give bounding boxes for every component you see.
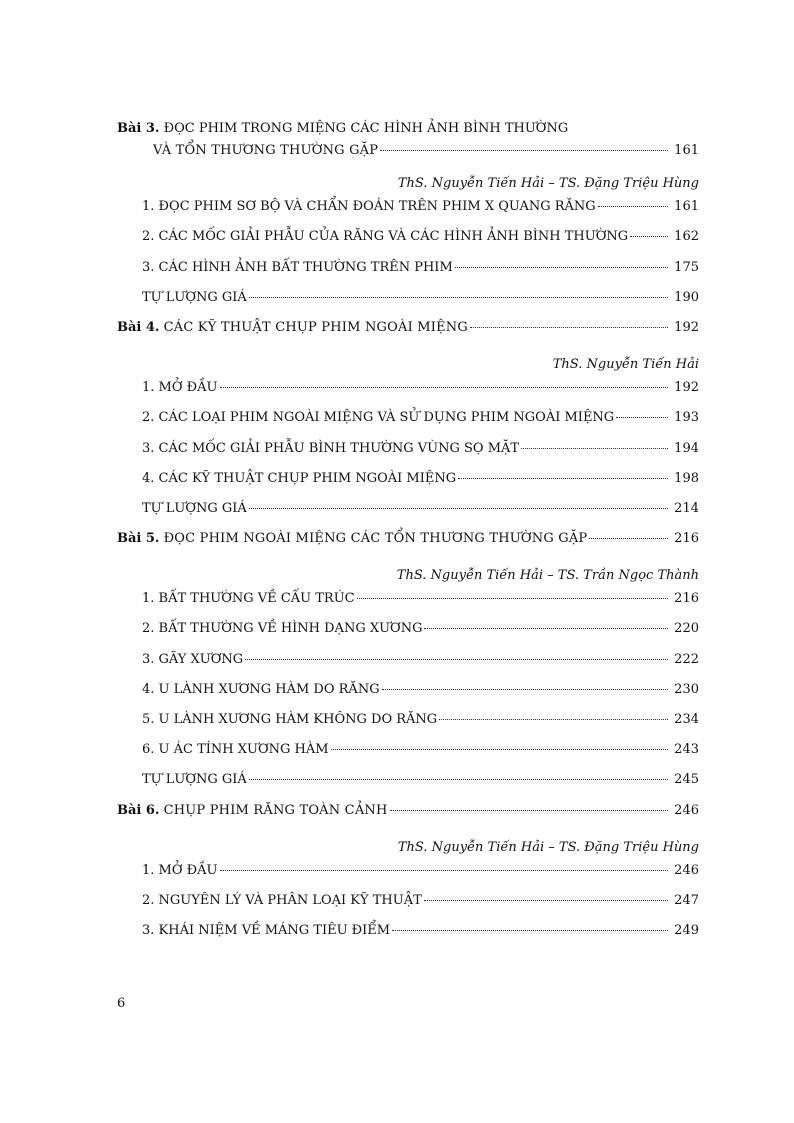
page-ref: 161 bbox=[674, 143, 699, 158]
item-title: CÁC MỐC GIẢI PHẪU BÌNH THƯỜNG VÙNG SỌ MẶT bbox=[158, 440, 520, 456]
dot-leader bbox=[331, 749, 669, 750]
dot-leader bbox=[424, 900, 668, 901]
item-title: ĐỌC PHIM SƠ BỘ VÀ CHẨN ĐOÁN TRÊN PHIM X QUANG RĂNG bbox=[158, 199, 596, 215]
item-title: TỰ LƯỢNG GIÁ bbox=[142, 500, 247, 516]
toc-entry[interactable] bbox=[117, 591, 699, 621]
page-ref: 162 bbox=[674, 229, 699, 245]
item-title: U LÀNH XƯƠNG HÀM DO RĂNG bbox=[158, 681, 380, 697]
dot-leader bbox=[470, 327, 668, 328]
item-number: 2. bbox=[142, 892, 155, 908]
page-ref: 194 bbox=[674, 440, 699, 456]
toc-entry[interactable] bbox=[117, 260, 699, 290]
toc-entry[interactable] bbox=[117, 471, 699, 501]
page-ref: 190 bbox=[674, 289, 699, 305]
dot-leader bbox=[249, 297, 668, 298]
item-number: 2. bbox=[142, 229, 155, 245]
lesson-title-continued: VÀ TỔN THƯƠNG THƯỜNG GẶP bbox=[153, 143, 379, 158]
lesson-authors: ThS. Nguyễn Tiến Hải – TS. Đặng Triệu Hùng bbox=[397, 839, 699, 855]
lesson-heading bbox=[117, 121, 699, 143]
item-number: 1. bbox=[142, 380, 155, 396]
toc-entry[interactable] bbox=[117, 923, 699, 953]
toc-entry[interactable] bbox=[117, 682, 699, 712]
dot-leader bbox=[598, 206, 669, 207]
page-ref: 198 bbox=[674, 470, 699, 486]
toc-entry-self-assessment[interactable] bbox=[117, 501, 699, 531]
item-number: 5. bbox=[142, 712, 155, 727]
toc-entry-lesson[interactable] bbox=[117, 320, 699, 350]
dot-leader bbox=[589, 538, 668, 539]
page-ref: 214 bbox=[674, 500, 699, 516]
item-number: 3. bbox=[142, 651, 155, 667]
item-number: 3. bbox=[142, 440, 155, 456]
page-ref: 193 bbox=[674, 410, 699, 426]
toc-entry[interactable] bbox=[117, 441, 699, 471]
item-title: U ÁC TÍNH XƯƠNG HÀM bbox=[158, 742, 329, 758]
page-ref: 247 bbox=[674, 892, 699, 908]
page-ref: 246 bbox=[674, 862, 699, 878]
page-ref: 175 bbox=[674, 259, 699, 275]
item-title: CÁC LOẠI PHIM NGOÀI MIỆNG VÀ SỬ DỤNG PHIM NGOÀI MIỆNG bbox=[158, 410, 615, 426]
dot-leader bbox=[220, 387, 669, 388]
toc-entry-lesson[interactable] bbox=[117, 803, 699, 833]
page-ref: 245 bbox=[674, 772, 699, 788]
dot-leader bbox=[458, 478, 668, 479]
toc-entry[interactable] bbox=[117, 742, 699, 772]
item-number: 4. bbox=[142, 681, 155, 697]
dot-leader bbox=[382, 689, 669, 690]
page-ref: 161 bbox=[674, 199, 699, 215]
item-title: NGUYÊN LÝ VÀ PHÂN LOẠI KỸ THUẬT bbox=[158, 892, 422, 908]
item-number: 1. bbox=[142, 862, 155, 878]
page-ref: 220 bbox=[674, 621, 699, 637]
item-number: 4. bbox=[142, 470, 155, 486]
item-number: 6. bbox=[142, 742, 155, 758]
page-ref: 222 bbox=[674, 651, 699, 667]
dot-leader bbox=[439, 719, 668, 720]
dot-leader bbox=[357, 598, 669, 599]
page-ref: 216 bbox=[674, 591, 699, 607]
toc-entry-self-assessment[interactable] bbox=[117, 290, 699, 320]
item-number: 2. bbox=[142, 621, 155, 637]
toc-entry[interactable] bbox=[117, 652, 699, 682]
item-title: U LÀNH XƯƠNG HÀM KHÔNG DO RĂNG bbox=[158, 712, 438, 727]
item-number: 3. bbox=[142, 923, 155, 939]
lesson-number: Bài 4. bbox=[117, 319, 160, 335]
lesson-authors: ThS. Nguyễn Tiến Hải – TS. Trần Ngọc Thành bbox=[396, 568, 699, 584]
item-title: KHÁI NIỆM VỀ MÁNG TIÊU ĐIỂM bbox=[158, 923, 391, 939]
toc-entry[interactable] bbox=[117, 410, 699, 440]
dot-leader bbox=[245, 659, 668, 660]
lesson-title: ĐỌC PHIM TRONG MIỆNG CÁC HÌNH ẢNH BÌNH THƯỜNG bbox=[163, 121, 569, 136]
dot-leader bbox=[249, 779, 668, 780]
dot-leader bbox=[630, 236, 668, 237]
lesson-title: CÁC KỸ THUẬT CHỤP PHIM NGOÀI MIỆNG bbox=[163, 319, 468, 335]
toc-entry[interactable] bbox=[117, 380, 699, 410]
page-ref: 234 bbox=[674, 712, 699, 727]
dot-leader bbox=[521, 448, 668, 449]
item-number: 2. bbox=[142, 410, 155, 426]
toc-entry-lesson[interactable] bbox=[117, 531, 699, 561]
dot-leader bbox=[249, 508, 668, 509]
toc-entry[interactable] bbox=[117, 229, 699, 259]
dot-leader bbox=[380, 150, 668, 151]
lesson-title: ĐỌC PHIM NGOÀI MIỆNG CÁC TỔN THƯƠNG THƯỜNG GẶP bbox=[163, 531, 588, 547]
dot-leader bbox=[220, 870, 669, 871]
page-ref: 192 bbox=[674, 380, 699, 396]
toc-entry[interactable] bbox=[117, 621, 699, 651]
item-title: MỞ ĐẦU bbox=[158, 862, 218, 878]
item-title: TỰ LƯỢNG GIÁ bbox=[142, 772, 247, 788]
page-ref: 246 bbox=[674, 802, 699, 818]
lesson-title: CHỤP PHIM RĂNG TOÀN CẢNH bbox=[163, 802, 388, 818]
item-number: 3. bbox=[142, 259, 155, 275]
item-title: MỞ ĐẦU bbox=[158, 380, 218, 396]
page-ref: 230 bbox=[674, 681, 699, 697]
lesson-authors: ThS. Nguyễn Tiến Hải bbox=[552, 357, 699, 373]
item-title: GÃY XƯƠNG bbox=[158, 651, 244, 667]
toc-entry[interactable] bbox=[117, 863, 699, 893]
dot-leader bbox=[392, 930, 668, 931]
item-title: BẤT THƯỜNG VỀ HÌNH DẠNG XƯƠNG bbox=[158, 621, 423, 637]
page-ref: 243 bbox=[674, 742, 699, 758]
page-ref: 249 bbox=[674, 923, 699, 939]
table-of-contents bbox=[117, 121, 699, 953]
toc-entry-self-assessment[interactable] bbox=[117, 772, 699, 802]
item-number: 1. bbox=[142, 199, 155, 215]
toc-entry[interactable] bbox=[117, 893, 699, 923]
item-title: BẤT THƯỜNG VỀ CẤU TRÚC bbox=[158, 591, 355, 607]
item-title: CÁC HÌNH ẢNH BẤT THƯỜNG TRÊN PHIM bbox=[158, 259, 453, 275]
dot-leader bbox=[455, 267, 668, 268]
page-ref: 192 bbox=[674, 319, 699, 335]
item-title: CÁC MỐC GIẢI PHẪU CỦA RĂNG VÀ CÁC HÌNH ẢNH BÌNH THƯỜNG bbox=[158, 229, 629, 245]
item-number: 1. bbox=[142, 591, 155, 607]
dot-leader bbox=[616, 417, 668, 418]
page-number: 6 bbox=[117, 996, 126, 1011]
lesson-number: Bài 6. bbox=[117, 802, 160, 818]
item-title: TỰ LƯỢNG GIÁ bbox=[142, 289, 247, 305]
toc-entry[interactable] bbox=[117, 712, 699, 742]
dot-leader bbox=[390, 810, 669, 811]
lesson-number: Bài 3. bbox=[117, 121, 160, 136]
lesson-authors: ThS. Nguyễn Tiến Hải – TS. Đặng Triệu Hùng bbox=[397, 176, 699, 192]
item-title: CÁC KỸ THUẬT CHỤP PHIM NGOÀI MIỆNG bbox=[158, 470, 457, 486]
dot-leader bbox=[424, 628, 668, 629]
toc-entry[interactable] bbox=[117, 199, 699, 229]
page-ref: 216 bbox=[674, 531, 699, 547]
lesson-number: Bài 5. bbox=[117, 531, 160, 547]
